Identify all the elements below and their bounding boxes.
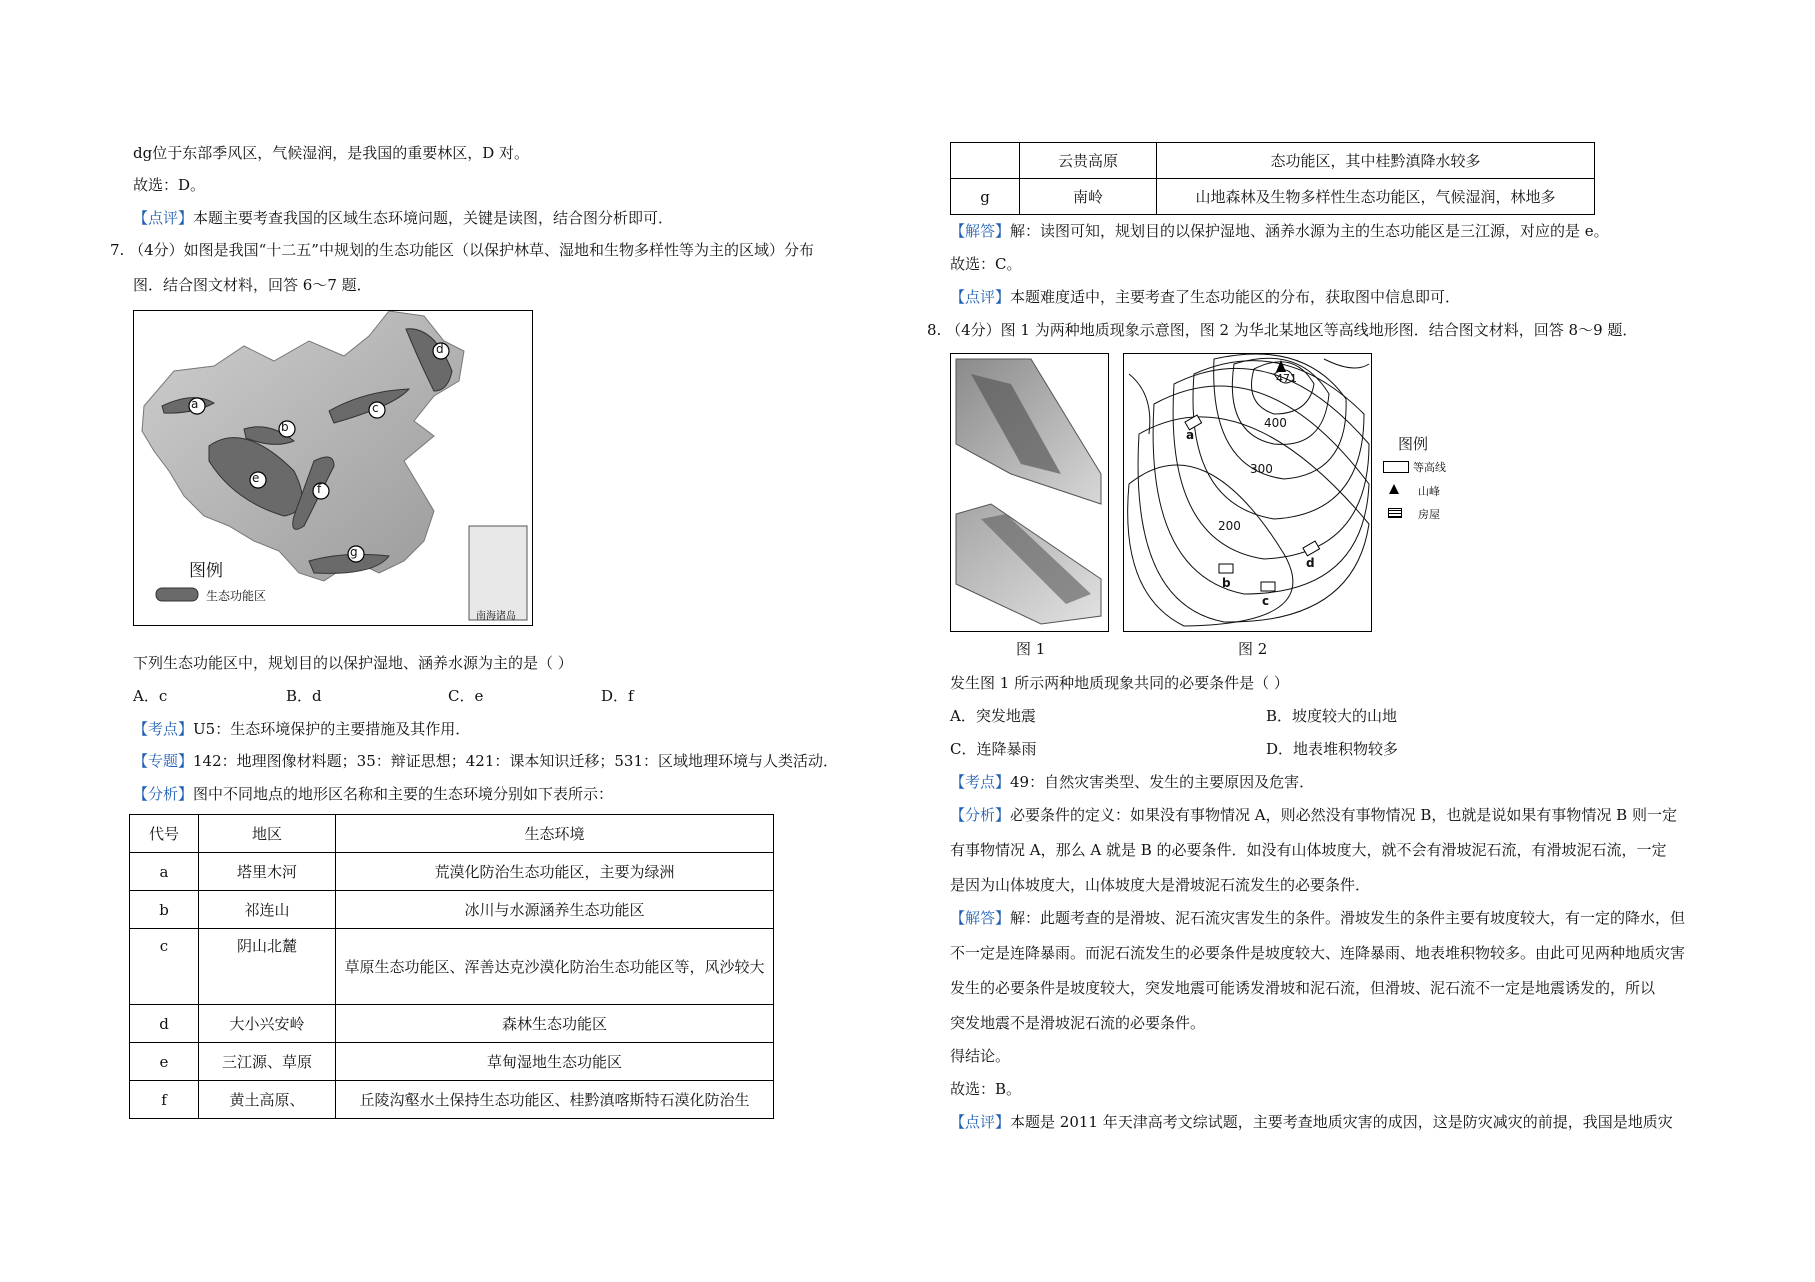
option-d: D．地表堆积物较多 [1266,740,1399,758]
inset-frame [469,526,527,620]
text-line: dg位于东部季风区，气候湿润，是我国的重要林区，D 对。 [133,144,530,162]
kaodian-text: U5：生态环境保护的主要措施及其作用． [193,720,471,738]
cell-env: 丘陵沟壑水土保持生态功能区、桂黔滇喀斯特石漠化防治生 [336,1081,774,1119]
map-label-e: e [252,471,260,485]
option-a: A．c [133,687,168,705]
jieda-line [950,221,1609,241]
comment-text: 本题难度适中，主要考查了生态功能区的分布，获取图中信息即可． [1010,288,1461,306]
kaodian-text: 49：自然灾害类型、发生的主要原因及危害． [1010,773,1315,791]
option-c: C．连降暴雨 [950,740,1037,758]
house-d [1303,541,1320,556]
jieda-line-3: 发生的必要条件是坡度较大，突发地震可能诱发滑坡和泥石流，但滑坡、泥石流不一定是地震诱发的，所以 [950,979,1656,997]
map-legend-item: 生态功能区 [206,589,267,603]
table-row [130,1005,774,1043]
comment-line [950,1112,1673,1132]
cell-env: 山地森林及生物多样性生态功能区，气候湿润，林地多 [1157,179,1595,215]
th-code: 代号 [130,815,199,853]
house-b [1219,564,1233,573]
jieda-line-4: 突发地震不是滑坡泥石流的必要条件。 [950,1014,1206,1032]
question-8-stem: 8. （4分）图 1 为两种地质现象示意图，图 2 为华北某地区等高线地形图．结合图文材料，回答 8～9 题． [927,321,1638,339]
map-label-d: d [436,342,444,356]
option-d: D．f [601,687,634,705]
cell-code: f [130,1081,199,1119]
th-environment: 生态环境 [336,815,774,853]
figure-1-graphic [951,354,1108,631]
eco-zone-table-right [950,142,1595,215]
cell-region: 大小兴安岭 [199,1005,336,1043]
comment-text: 本题是 2011 年天津高考文综试题，主要考查地质灾害的成因，这是防灾减灾的前提，我国是地质灾 [1010,1113,1673,1131]
kaodian-tag: 【考点】 [133,720,194,738]
cell-region: 塔里木河 [199,853,336,891]
fenxi-line [950,805,1677,825]
table-row [130,1081,774,1119]
map-label-b: b [281,420,289,434]
legend-swatch [156,588,198,601]
kaodian-line [950,772,1314,792]
site-label-c: c [1262,594,1270,608]
contour-label-400: 400 [1264,416,1287,430]
cell-env: 森林生态功能区 [336,1005,774,1043]
comment-line [133,208,673,228]
comment-tag: 【点评】 [133,209,194,227]
zhuanti-text: 142：地理图像材料题；35：辩证思想；421：课本知识迁移；531：区域地理环境与人类活动． [193,752,838,770]
conclusion-line: 得结论。 [950,1047,1011,1065]
house-icon [1388,508,1402,518]
cell-region: 三江源、草原 [199,1043,336,1081]
cell-env: 荒漠化防治生态功能区，主要为绿洲 [336,853,774,891]
question-8-prompt: 发生图 1 所示两种地质现象共同的必要条件是（ ） [950,674,1289,692]
china-eco-zone-map [133,310,533,626]
cell-region: 黄土高原、 [199,1081,336,1119]
map-label-g: g [350,545,358,559]
legend-house-label: 房屋 [1418,508,1440,521]
jieda-tag: 【解答】 [950,909,1011,927]
table-row [130,853,774,891]
cell-env: 冰川与水源涵养生态功能区 [336,891,774,929]
table-row [130,929,774,1005]
cell-region: 南岭 [1020,179,1157,215]
option-b: B．坡度较大的山地 [1266,707,1398,725]
option-b: B．d [286,687,322,705]
table-row [130,1043,774,1081]
option-a: A．突发地震 [950,707,1036,725]
question-7-prompt: 下列生态功能区中，规划目的以保护湿地、涵养水源为主的是（ ） [133,654,573,672]
comment-line [950,287,1460,307]
jieda-tag: 【解答】 [950,222,1011,240]
cell-env: 态功能区，其中桂黔滇降水较多 [1157,143,1595,179]
cell-code: e [130,1043,199,1081]
contour-label-471: 471 [1276,372,1297,385]
figure-2-contour-map [1123,353,1372,632]
map-inset-label: 南海诸岛 [476,611,516,622]
jieda-text: 解：读图可知，规划目的以保护湿地、涵养水源为主的生态功能区是三江源，对应的是 e。 [1010,222,1609,240]
figure-2-caption: 图 2 [1238,640,1268,658]
comment-text: 本题主要考查我国的区域生态环境问题，关键是读图，结合图分析即可． [193,209,674,227]
jieda-text: 解：此题考查的是滑坡、泥石流灾害发生的条件。滑坡发生的条件主要有坡度较大，有一定的降水，但 [1010,909,1686,927]
cell-code: a [130,853,199,891]
legend-contour-label: 等高线 [1413,461,1446,474]
house-c [1261,582,1275,591]
option-c: C．e [448,687,484,705]
fenxi-text: 图中不同地点的地形区名称和主要的生态环境分别如下表所示： [193,785,614,803]
contour-graphic [1124,354,1371,631]
table-row [130,891,774,929]
map-label-c: c [372,401,379,415]
th-region: 地区 [199,815,336,853]
site-label-d: d [1306,556,1315,570]
cell-code: g [951,179,1020,215]
answer-line: 故选：D。 [133,176,206,194]
cell-code [951,143,1020,179]
fenxi-line [133,784,613,804]
site-label-b: b [1222,576,1231,590]
cell-region: 祁连山 [199,891,336,929]
jieda-line [950,908,1685,928]
zhuanti-line [133,751,838,771]
contour-label-300: 300 [1250,462,1273,476]
question-7-stem-2: 图．结合图文材料，回答 6～7 题． [133,276,372,294]
table-row [951,143,1595,179]
eco-zone-table-left [129,814,774,1119]
legend-contour-swatch [1383,461,1409,473]
site-label-a: a [1186,428,1195,442]
cell-region: 阴山北麓 [199,929,336,1005]
kaodian-tag: 【考点】 [950,773,1011,791]
map-label-a: a [191,397,199,411]
cell-code: d [130,1005,199,1043]
legend-peak-label: 山峰 [1418,485,1440,498]
fenxi-line-2: 有事物情况 A，那么 A 就是 B 的必要条件．如没有山体坡度大，就不会有滑坡泥石流，有滑坡泥石流，一定 [950,841,1667,859]
figure-1-geologic [950,353,1109,632]
contour-label-200: 200 [1218,519,1241,533]
answer-line: 故选：C。 [950,255,1022,273]
jieda-line-2: 不一定是连降暴雨。而泥石流发生的必要条件是坡度较大、连降暴雨、地表堆积物较多。由此可见两种地质灾害 [950,944,1686,962]
comment-tag: 【点评】 [950,1113,1011,1131]
cell-region: 云贵高原 [1020,143,1157,179]
cell-code: b [130,891,199,929]
map-legend-title: 图例 [189,561,223,581]
kaodian-line [133,719,470,739]
legend-title: 图例 [1398,435,1429,453]
question-7-stem: 7. （4分）如图是我国“十二五”中规划的生态功能区（以保护林草、湿地和生物多样性等为主的区域）分布 [110,241,814,259]
cell-code: c [130,929,199,1005]
cell-env: 草原生态功能区、浑善达克沙漠化防治生态功能区等，风沙较大 [336,929,774,1005]
map-label-f: f [317,482,322,496]
answer-line: 故选：B。 [950,1080,1022,1098]
comment-tag: 【点评】 [950,288,1011,306]
fenxi-text: 必要条件的定义：如果没有事物情况 A，则必然没有事物情况 B，也就是说如果有事物情况 B 则一定 [1010,806,1677,824]
fenxi-tag: 【分析】 [950,806,1011,824]
fenxi-line-3: 是因为山体坡度大，山体坡度大是滑坡泥石流发生的必要条件． [950,876,1371,894]
zhuanti-tag: 【专题】 [133,752,194,770]
table-row [951,179,1595,215]
fenxi-tag: 【分析】 [133,785,194,803]
cell-env: 草甸湿地生态功能区 [336,1043,774,1081]
table-header-row [130,815,774,853]
peak-icon [1389,484,1399,494]
figure-1-caption: 图 1 [1016,640,1046,658]
